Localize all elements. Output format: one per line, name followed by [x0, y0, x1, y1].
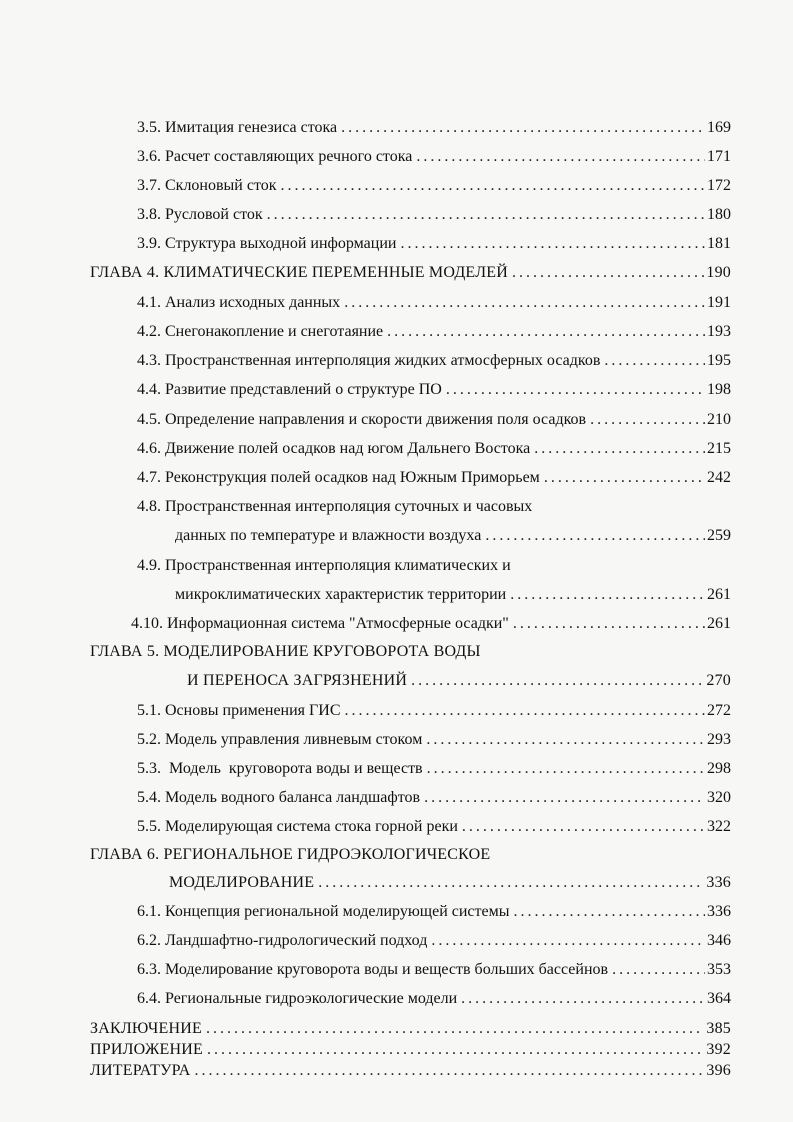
dot-leader [318, 873, 704, 893]
dot-leader [462, 817, 705, 837]
toc-entry-page: 272 [707, 702, 731, 719]
dot-leader [426, 730, 705, 750]
toc-entry-page: 215 [707, 440, 731, 457]
toc-entry-page: 171 [707, 148, 731, 165]
toc-entry-page: 180 [707, 206, 731, 223]
toc-entry-title: 3.5. Имитация генезиса стока [137, 119, 338, 136]
toc-entry-page: 193 [707, 323, 731, 340]
toc-entry-title: 4.4. Развитие представлений о структуре ПО [137, 381, 442, 398]
dot-leader [387, 322, 705, 342]
toc-entry-page: 261 [707, 586, 731, 603]
toc-entry-title: ЗАКЛЮЧЕНИЕ [90, 1020, 202, 1037]
dot-leader [206, 1019, 704, 1039]
toc-entry-6-1 [137, 902, 731, 922]
toc-entry-page: 353 [707, 961, 731, 978]
toc-entry-5-2 [137, 730, 731, 750]
dot-leader [341, 118, 705, 138]
toc-appendix [90, 1040, 731, 1060]
toc-entry-page: 346 [707, 932, 731, 949]
dot-leader [431, 931, 705, 951]
toc-entry-title: 4.3. Пространственная интерполяция жидких атмосферных осадков [137, 352, 601, 369]
dot-leader [534, 439, 705, 459]
toc-entry-title: 4.6. Движение полей осадков над югом Дальнего Востока [137, 440, 531, 457]
toc-entry-title: 5.2. Модель управления ливневым стоком [137, 731, 423, 748]
toc-entry-3-9 [137, 234, 731, 254]
toc-entry-3-8 [137, 205, 731, 225]
toc-entry-4-10 [131, 614, 731, 634]
toc-chapter-6-line1: ГЛАВА 6. РЕГИОНАЛЬНОЕ ГИДРОЭКОЛОГИЧЕСКОЕ [90, 846, 491, 863]
toc-entry-page: 210 [707, 411, 731, 428]
toc-entry-page: 293 [707, 731, 731, 748]
dot-leader [612, 960, 705, 980]
toc-entry-4-4 [137, 380, 731, 400]
toc-entry-page: 198 [707, 381, 731, 398]
dot-leader [345, 701, 706, 721]
dot-leader [446, 380, 705, 400]
toc-entry-4-2 [137, 322, 731, 342]
toc-entry-3-5 [137, 118, 731, 138]
toc-entry-4-5 [137, 410, 731, 430]
toc-chapter-5-line1: ГЛАВА 5. МОДЕЛИРОВАНИЕ КРУГОВОРОТА ВОДЫ [90, 643, 481, 660]
toc-entry-4-9-line1: 4.9. Пространственная интерполяция климатических и [137, 557, 511, 574]
toc-entry-5-5 [137, 817, 731, 837]
toc-entry-title: 6.1. Концепция региональной моделирующей системы [137, 903, 510, 920]
toc-entry-page: 336 [706, 874, 731, 891]
toc-entry-title: 4.10. Информационная система "Атмосферные осадки" [131, 615, 509, 632]
dot-leader [207, 1040, 704, 1060]
toc-entry-title: 4.7. Реконструкция полей осадков над Южным Приморьем [137, 469, 540, 486]
dot-leader [544, 468, 705, 488]
toc-entry-page: 172 [707, 177, 731, 194]
toc-entry-page: 261 [707, 615, 731, 632]
toc-entry-6-3 [137, 960, 731, 980]
toc-entry-5-1 [137, 701, 731, 721]
dot-leader [604, 351, 705, 371]
dot-leader [281, 176, 705, 196]
dot-leader [427, 759, 705, 779]
toc-entry-title: 3.9. Структура выходной информации [137, 235, 397, 252]
toc-entry-page: 195 [707, 352, 731, 369]
toc-conclusion [90, 1019, 731, 1039]
toc-entry-title: 3.8. Русловой сток [137, 206, 263, 223]
toc-entry-page: 169 [707, 119, 731, 136]
toc-entry-page: 322 [707, 818, 731, 835]
toc-chapter-6-line2 [169, 873, 731, 893]
toc-entry-page: 190 [706, 264, 731, 281]
dot-leader [514, 902, 706, 922]
toc-entry-title: 3.7. Склоновый сток [137, 177, 277, 194]
toc-entry-title: ПРИЛОЖЕНИЕ [90, 1041, 204, 1058]
toc-entry-page: 320 [707, 789, 731, 806]
dot-leader [510, 585, 705, 605]
toc-entry-title: 6.4. Региональные гидроэкологические модели [137, 990, 458, 1007]
toc-entry-6-2 [137, 931, 731, 951]
toc-entry-title: данных по температуре и влажности воздуха [175, 527, 482, 544]
toc-entry-title: ЛИТЕРАТУРА [90, 1062, 191, 1079]
toc-entry-3-7 [137, 176, 731, 196]
toc-chapter-4 [90, 263, 731, 283]
toc-chapter-title: ГЛАВА 4. КЛИМАТИЧЕСКИЕ ПЕРЕМЕННЫЕ МОДЕЛЕЙ [90, 264, 508, 281]
toc-entry-title: 5.3. Модель круговорота воды и веществ [137, 760, 423, 777]
toc-entry-page: 191 [707, 294, 731, 311]
dot-leader [400, 234, 705, 254]
toc-entry-title: 4.1. Анализ исходных данных [137, 294, 341, 311]
dot-leader [267, 205, 705, 225]
toc-entry-page: 364 [707, 990, 731, 1007]
dot-leader [461, 989, 705, 1009]
toc-entry-4-9-line2 [175, 585, 731, 605]
toc-entry-title: 6.2. Ландшафтно-гидрологический подход [137, 932, 428, 949]
toc-entry-5-3 [137, 759, 731, 779]
toc-entry-title: 3.6. Расчет составляющих речного стока [137, 148, 413, 165]
toc-entry-title: 4.5. Определение направления и скорости движения поля осадков [137, 411, 587, 428]
toc-entry-page: 385 [706, 1020, 731, 1037]
toc-entry-4-6 [137, 439, 731, 459]
toc-entry-page: 396 [706, 1062, 731, 1079]
toc-entry-page: 242 [707, 469, 731, 486]
toc-entry-title: 6.3. Моделирование круговорота воды и веществ больших бассейнов [137, 961, 609, 978]
dot-leader [513, 614, 705, 634]
dot-leader [424, 788, 705, 808]
dot-leader [512, 263, 704, 283]
toc-entry-page: 336 [707, 903, 731, 920]
toc-chapter-5-line2 [187, 671, 731, 691]
toc-entry-4-8-line1: 4.8. Пространственная интерполяция суточных и часовых [137, 498, 533, 515]
toc-entry-page: 181 [707, 235, 731, 252]
toc-entry-6-4 [137, 989, 731, 1009]
toc-entry-page: 298 [707, 760, 731, 777]
dot-leader [344, 293, 705, 313]
dot-leader [411, 671, 704, 691]
toc-entry-4-7 [137, 468, 731, 488]
toc-entry-4-1 [137, 293, 731, 313]
toc-chapter-title: МОДЕЛИРОВАНИЕ [169, 874, 315, 891]
toc-entry-title: 5.1. Основы применения ГИС [137, 702, 341, 719]
toc-entry-title: микроклиматических характеристик территории [175, 586, 507, 603]
toc-entry-title: 5.4. Модель водного баланса ландшафтов [137, 789, 421, 806]
dot-leader [194, 1061, 704, 1081]
toc-references [90, 1061, 731, 1081]
toc-entry-page: 392 [706, 1041, 731, 1058]
toc-entry-4-3 [137, 351, 731, 371]
dot-leader [590, 410, 705, 430]
toc-chapter-title: И ПЕРЕНОСА ЗАГРЯЗНЕНИЙ [187, 672, 408, 689]
toc-entry-4-8-line2 [175, 526, 731, 546]
toc-entry-3-6 [137, 147, 731, 167]
toc-entry-page: 259 [707, 527, 731, 544]
toc-entry-title: 4.2. Снегонакопление и снеготаяние [137, 323, 384, 340]
toc-entry-title: 5.5. Моделирующая система стока горной реки [137, 818, 458, 835]
toc-entry-page: 270 [706, 672, 731, 689]
dot-leader [416, 147, 705, 167]
dot-leader [485, 526, 705, 546]
toc-entry-5-4 [137, 788, 731, 808]
